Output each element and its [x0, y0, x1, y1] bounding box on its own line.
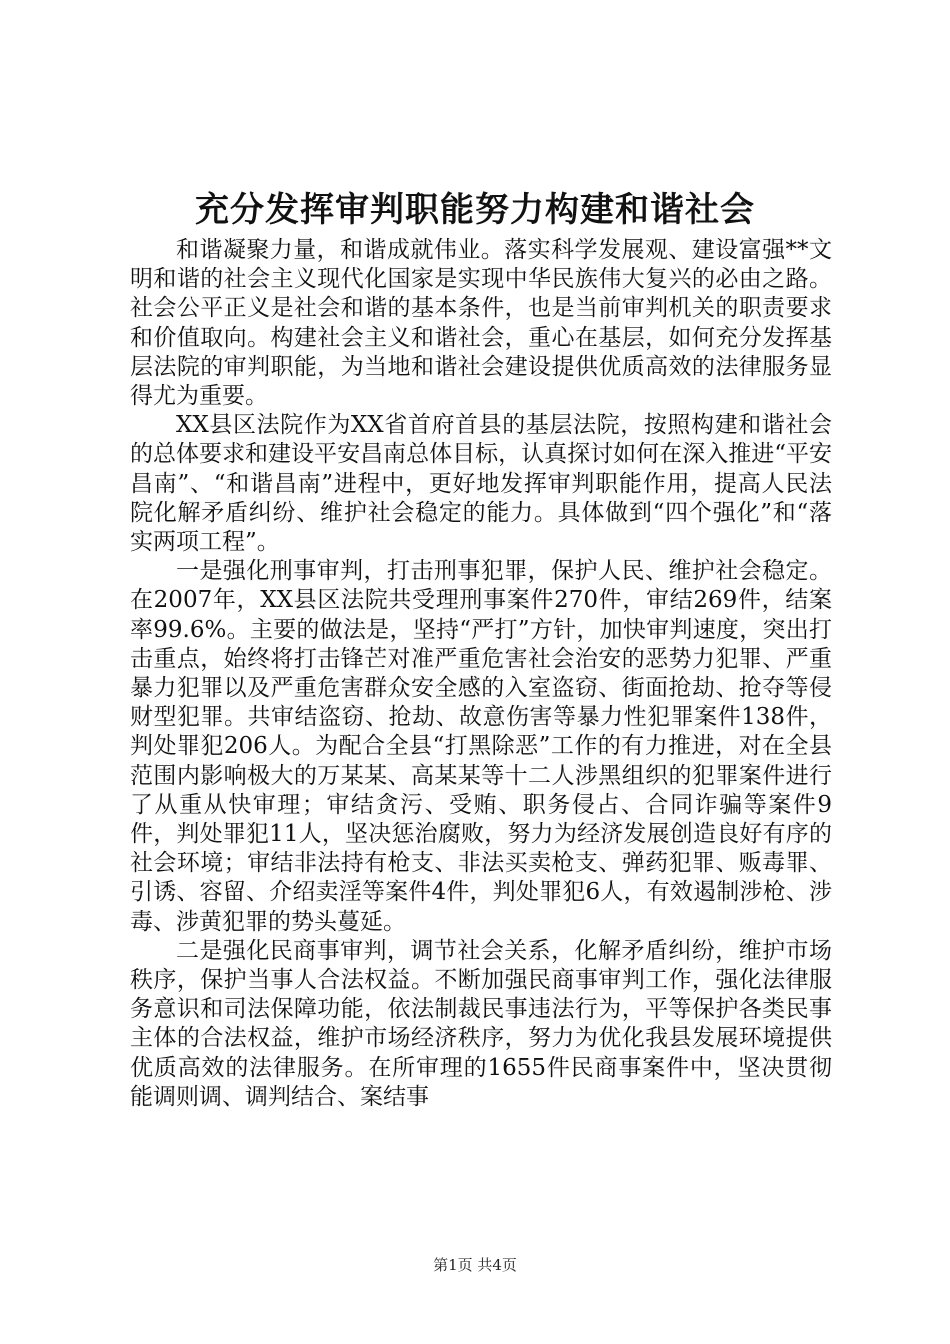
- paragraph: 和谐凝聚力量，和谐成就伟业。落实科学发展观、建设富强**文明和谐的社会主义现代化国家是实现中华民族伟大复兴的必由之路。社会公平正义是社会和谐的基本条件，也是当前审判机关的职责要求和价值取向。构建社会主义和谐社会，重心在基层，如何充分发挥基层法院的审判职能，为当地和谐社会建设提供优质高效的法律服务显得尤为重要。: [130, 237, 832, 410]
- paragraph: 二是强化民商事审判，调节社会关系，化解矛盾纠纷，维护市场秩序，保护当事人合法权益。不断加强民商事审判工作，强化法律服务意识和司法保障功能，依法制裁民事违法行为，平等保护各类民事主体的合法权益，维护市场经济秩序，努力为优化我县发展环境提供优质高效的法律服务。在所审理的1655件民商事案件中，坚决贯彻能调则调、调判结合、案结事: [130, 937, 832, 1110]
- paragraph: XX县区法院作为XX省首府首县的基层法院，按照构建和谐社会的总体要求和建设平安昌南总体目标，认真探讨如何在深入推进“平安昌南”、“和谐昌南”进程中，更好地发挥审判职能作用，提高人民法院化解矛盾纠纷、维护社会稳定的能力。具体做到“四个强化”和“落实两项工程”。: [130, 412, 832, 556]
- page-number-footer: 第1页 共4页: [433, 1256, 517, 1274]
- document-body: [130, 236, 832, 1112]
- paragraph: 一是强化刑事审判，打击刑事犯罪，保护人民、维护社会稳定。在2007年，XX县区法院共受理刑事案件270件，审结269件，结案率99.6%。主要的做法是，坚持“严打”方针，加快审判速度，突出打击重点，始终将打击锋芒对准严重危害社会治安的恶势力犯罪、严重暴力犯罪以及严重危害群众安全感的入室盗窃、街面抢劫、抢夺等侵财型犯罪。共审结盗窃、抢劫、故意伤害等暴力性犯罪案件138件，判处罪犯206人。为配合全县“打黑除恶”工作的有力推进，对在全县范围内影响极大的万某某、高某某等十二人涉黑组织的犯罪案件进行了从重从快审理；审结贪污、受贿、职务侵占、合同诈骗等案件9件，判处罪犯11人，坚决惩治腐败，努力为经济发展创造良好有序的社会环境；审结非法持有枪支、非法买卖枪支、弹药犯罪、贩毒罪、引诱、容留、介绍卖淫等案件4件，判处罪犯6人，有效遏制涉枪、涉毒、涉黄犯罪的势头蔓延。: [130, 558, 832, 935]
- document-title: 充分发挥审判职能努力构建和谐社会: [195, 190, 755, 230]
